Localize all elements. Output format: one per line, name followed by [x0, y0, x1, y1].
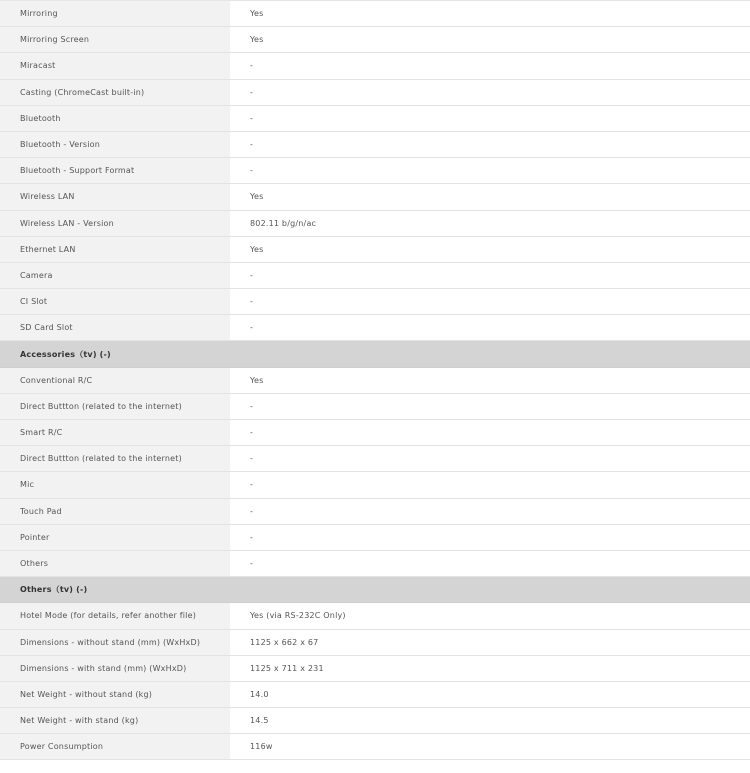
spec-value: - [230, 551, 750, 576]
spec-value: - [230, 106, 750, 131]
spec-label: Mirroring Screen [0, 27, 230, 52]
spec-value: - [230, 263, 750, 288]
spec-label: Pointer [0, 525, 230, 550]
spec-row [0, 237, 750, 263]
spec-value: - [230, 525, 750, 550]
spec-row [0, 27, 750, 53]
spec-row [0, 53, 750, 79]
spec-value: - [230, 394, 750, 419]
spec-value: 14.5 [230, 708, 750, 733]
spec-value: Yes [230, 27, 750, 52]
spec-row [0, 184, 750, 210]
spec-value: Yes [230, 1, 750, 26]
spec-value: - [230, 420, 750, 445]
spec-value: - [230, 472, 750, 497]
spec-value: 802.11 b/g/n/ac [230, 211, 750, 236]
spec-label: Net Weight - with stand (kg) [0, 708, 230, 733]
spec-label: CI Slot [0, 289, 230, 314]
spec-row [0, 211, 750, 237]
spec-row [0, 603, 750, 629]
spec-value: Yes (via RS-232C Only) [230, 603, 750, 628]
spec-label: Casting (ChromeCast built-in) [0, 80, 230, 105]
spec-label: Smart R/C [0, 420, 230, 445]
spec-label: Bluetooth [0, 106, 230, 131]
spec-value: 14.0 [230, 682, 750, 707]
spec-row [0, 1, 750, 27]
spec-row [0, 734, 750, 760]
spec-label: Net Weight - without stand (kg) [0, 682, 230, 707]
spec-row [0, 472, 750, 498]
spec-label: Mic [0, 472, 230, 497]
spec-label: Bluetooth - Version [0, 132, 230, 157]
spec-label: Dimensions - without stand (mm) (WxHxD) [0, 630, 230, 655]
spec-row [0, 525, 750, 551]
spec-value: - [230, 53, 750, 78]
spec-value: Yes [230, 368, 750, 393]
spec-row [0, 682, 750, 708]
spec-label: Wireless LAN [0, 184, 230, 209]
spec-value: 1125 x 711 x 231 [230, 656, 750, 681]
spec-label: Wireless LAN - Version [0, 211, 230, 236]
spec-row [0, 420, 750, 446]
section-title: Accessories（tv) (-) [20, 349, 111, 359]
spec-row [0, 106, 750, 132]
spec-label: Ethernet LAN [0, 237, 230, 262]
spec-row [0, 630, 750, 656]
spec-row [0, 394, 750, 420]
spec-label: Dimensions - with stand (mm) (WxHxD) [0, 656, 230, 681]
spec-label: Bluetooth - Support Format [0, 158, 230, 183]
spec-label: Direct Buttton (related to the internet) [0, 394, 230, 419]
spec-value: - [230, 315, 750, 340]
spec-label: Mirroring [0, 1, 230, 26]
spec-row [0, 708, 750, 734]
spec-value: - [230, 446, 750, 471]
section-title: Others（tv) (-) [20, 585, 88, 595]
section-header [0, 577, 750, 603]
spec-value: Yes [230, 184, 750, 209]
spec-value: - [230, 499, 750, 524]
spec-row [0, 446, 750, 472]
spec-row [0, 656, 750, 682]
spec-label: SD Card Slot [0, 315, 230, 340]
spec-row [0, 158, 750, 184]
spec-row [0, 80, 750, 106]
spec-label: Power Consumption [0, 734, 230, 759]
spec-label: Touch Pad [0, 499, 230, 524]
spec-value: - [230, 132, 750, 157]
spec-value: - [230, 158, 750, 183]
spec-row [0, 551, 750, 577]
spec-label: Conventional R/C [0, 368, 230, 393]
section-header [0, 341, 750, 367]
spec-label: Others [0, 551, 230, 576]
spec-value: 116w [230, 734, 750, 759]
spec-row [0, 289, 750, 315]
spec-label: Hotel Mode (for details, refer another file) [0, 603, 230, 628]
spec-row [0, 263, 750, 289]
spec-row [0, 132, 750, 158]
spec-label: Camera [0, 263, 230, 288]
spec-value: - [230, 80, 750, 105]
spec-row [0, 499, 750, 525]
spec-label: Miracast [0, 53, 230, 78]
spec-value: - [230, 289, 750, 314]
spec-row [0, 368, 750, 394]
spec-value: 1125 x 662 x 67 [230, 630, 750, 655]
spec-label: Direct Buttton (related to the internet) [0, 446, 230, 471]
spec-row [0, 315, 750, 341]
spec-value: Yes [230, 237, 750, 262]
